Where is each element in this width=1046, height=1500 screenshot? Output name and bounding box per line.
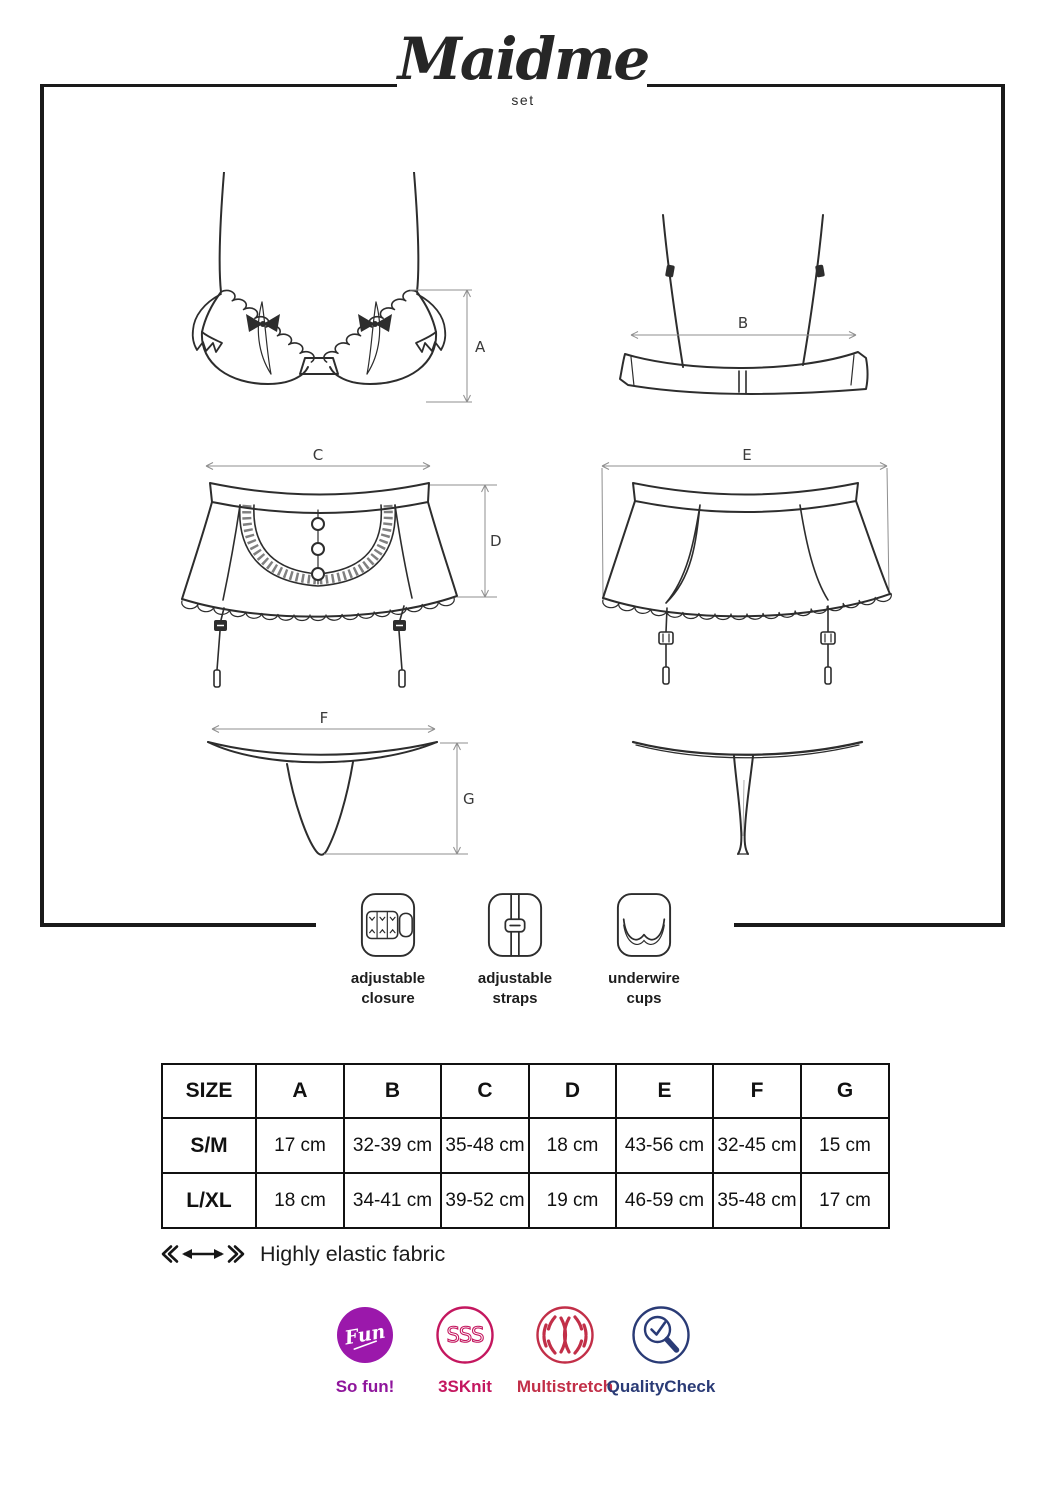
dimension-b-label: B xyxy=(737,314,749,332)
size-label: S/M xyxy=(162,1118,256,1173)
dimension-c-label: C xyxy=(312,448,324,464)
underwire-cups-icon xyxy=(615,890,673,960)
fabric-note xyxy=(160,1240,445,1268)
cell: 15 cm xyxy=(801,1118,889,1173)
cell: 19 cm xyxy=(529,1173,616,1228)
col-header-f: F xyxy=(713,1064,801,1118)
col-header-g: G xyxy=(801,1064,889,1118)
bra-back-diagram xyxy=(598,183,898,411)
dimension-f-label: F xyxy=(319,712,329,727)
cell: 46-59 cm xyxy=(616,1173,713,1228)
col-header-a: A xyxy=(256,1064,344,1118)
badge-label: QualityCheck xyxy=(606,1377,716,1396)
dimension-e-label: E xyxy=(742,448,752,464)
cell: 18 cm xyxy=(529,1118,616,1173)
brand-subtitle: set xyxy=(511,92,535,108)
cell: 34-41 cm xyxy=(344,1173,441,1228)
size-table xyxy=(161,1063,890,1229)
svg-text:Fun: Fun xyxy=(343,1320,387,1350)
garter-skirt-back-diagram xyxy=(582,448,922,718)
cell: 32-45 cm xyxy=(713,1118,801,1173)
3sknit-badge-icon xyxy=(435,1305,495,1365)
dimension-g-label: G xyxy=(463,790,475,808)
bra-front-diagram xyxy=(188,172,498,412)
feature-underwire-cups xyxy=(569,890,719,1008)
cell: 17 cm xyxy=(801,1173,889,1228)
feature-adjustable-straps xyxy=(440,890,590,1008)
cell: 17 cm xyxy=(256,1118,344,1173)
cell: 35-48 cm xyxy=(713,1173,801,1228)
adjustable-straps-icon xyxy=(486,890,544,960)
fun-badge-icon xyxy=(335,1305,395,1365)
badge-label: 3SKnit xyxy=(438,1377,492,1396)
size-table-header-row xyxy=(162,1064,889,1118)
stretch-arrow-icon xyxy=(160,1240,246,1268)
feature-label: adjustable closure xyxy=(350,970,426,1007)
col-header-size: SIZE xyxy=(162,1064,256,1118)
panty-back-diagram xyxy=(630,718,910,868)
cell: 39-52 cm xyxy=(441,1173,529,1228)
frame-bottom-left xyxy=(40,923,316,927)
adjustable-closure-icon xyxy=(359,890,417,960)
table-row xyxy=(162,1118,889,1173)
logo xyxy=(0,25,1046,108)
cell: 18 cm xyxy=(256,1173,344,1228)
col-header-c: C xyxy=(441,1064,529,1118)
col-header-e: E xyxy=(616,1064,713,1118)
qualitycheck-badge-icon xyxy=(631,1305,691,1365)
badge-qualitycheck xyxy=(591,1305,731,1397)
badge-label: Multistretch xyxy=(516,1377,614,1396)
size-label: L/XL xyxy=(162,1173,256,1228)
dimension-a-label: A xyxy=(475,338,486,356)
col-header-b: B xyxy=(344,1064,441,1118)
dimension-d-label: D xyxy=(490,532,502,550)
cell: 32-39 cm xyxy=(344,1118,441,1173)
frame-left xyxy=(40,84,44,927)
col-header-d: D xyxy=(529,1064,616,1118)
table-row xyxy=(162,1173,889,1228)
garter-skirt-front-diagram xyxy=(172,448,507,718)
fabric-note-text: Highly elastic fabric xyxy=(260,1241,446,1266)
frame-right xyxy=(1001,84,1005,927)
cell: 35-48 cm xyxy=(441,1118,529,1173)
panty-front-diagram xyxy=(200,712,500,872)
feature-label: underwire cups xyxy=(608,970,680,1007)
cell: 43-56 cm xyxy=(616,1118,713,1173)
multistretch-badge-icon xyxy=(535,1305,595,1365)
frame-bottom-right xyxy=(734,923,1005,927)
brand-name: Maidme xyxy=(397,25,649,93)
badge-label: So fun! xyxy=(335,1377,395,1396)
svg-text:SSS: SSS xyxy=(446,1323,484,1347)
feature-label: adjustable straps xyxy=(477,970,553,1007)
